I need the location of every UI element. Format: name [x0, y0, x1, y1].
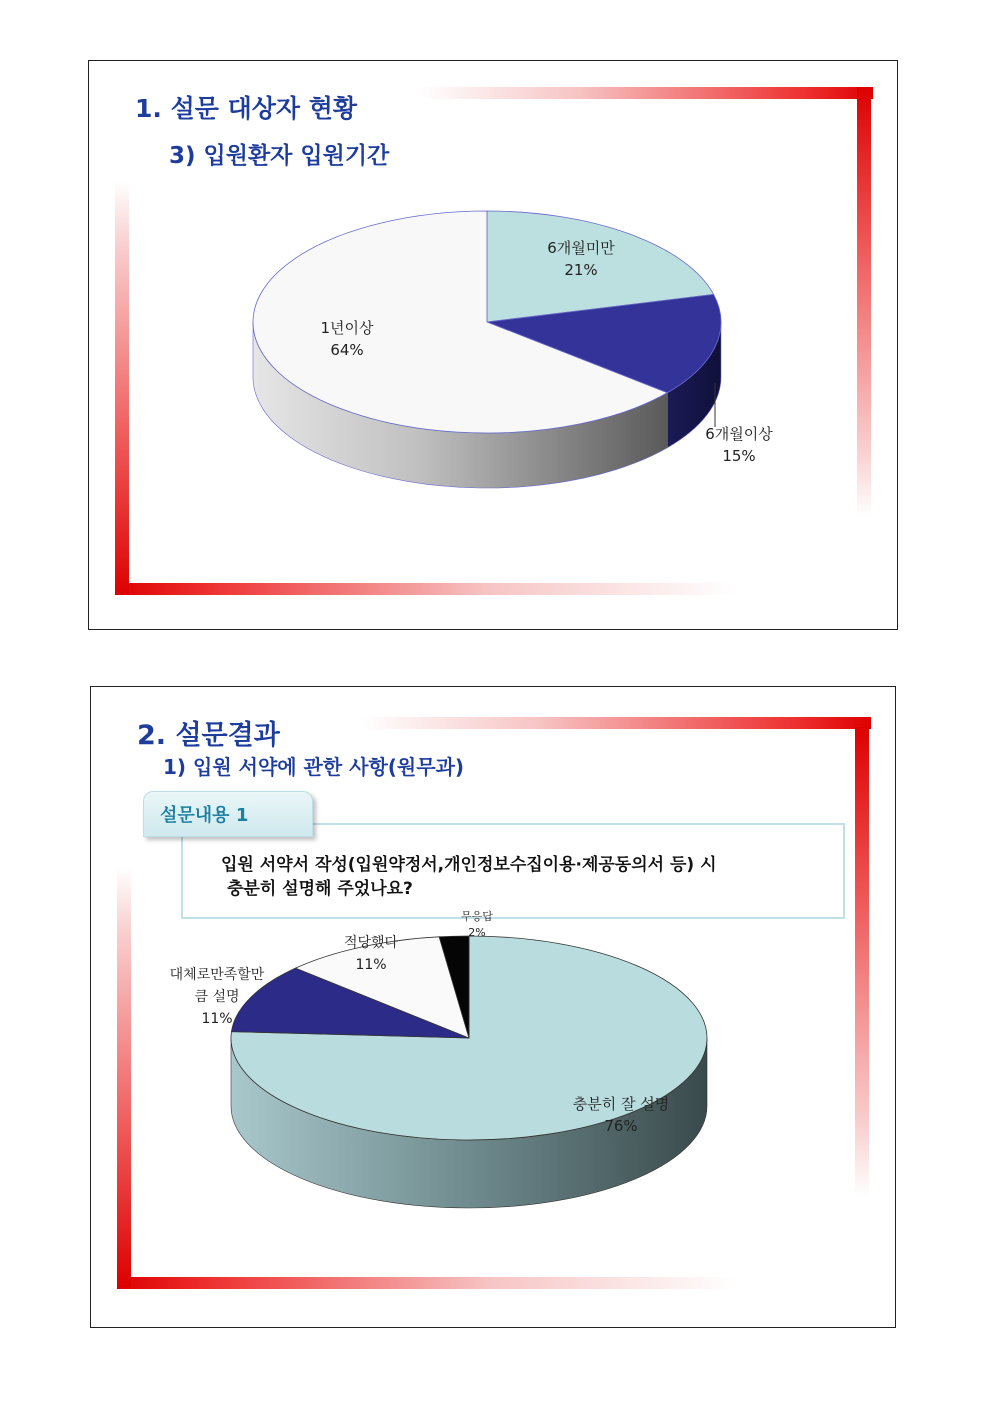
slice-category-label: 적당했다: [343, 935, 399, 951]
pie-chart-hospitalization-period: [89, 61, 898, 630]
slice-value-label: 11%: [355, 957, 387, 973]
slice-value-label: 11%: [201, 1011, 233, 1027]
slide-1: [88, 60, 898, 630]
slice-category-label: 무응답: [461, 910, 493, 923]
slice-value-label: 2%: [468, 926, 486, 939]
slice-value-label: 76%: [604, 1117, 638, 1135]
question-tab: 설문내용 1: [143, 791, 313, 837]
slice-category-label: 6개월미만: [547, 239, 615, 257]
slice-value-label: 21%: [564, 261, 598, 279]
pie-chart-consent-explanation: [91, 687, 896, 1328]
slice-category-label: 충분히 잘 설명: [572, 1095, 670, 1113]
section-subheading: 3) 입원환자 입원기간: [169, 143, 390, 169]
slice-value-label: 64%: [330, 341, 364, 359]
slice-category-label: 대체로만족할만: [169, 967, 265, 983]
section-heading: 1. 설문 대상자 현황: [135, 94, 358, 123]
section-heading: 2. 설문결과: [137, 720, 280, 751]
slide-2: [90, 686, 896, 1328]
section-subheading: 1) 입원 서약에 관한 사항(원무과): [163, 755, 465, 779]
question-line-1: 입원 서약서 작성(입원약정서,개인정보수집이용·제공동의서 등) 시: [221, 855, 717, 875]
slice-category-label: 1년이상: [320, 319, 374, 337]
slice-category-label: 큼 설명: [194, 989, 240, 1005]
slice-category-label: 6개월이상: [705, 425, 773, 443]
slice-value-label: 15%: [722, 447, 756, 465]
question-line-2: 충분히 설명해 주었나요?: [227, 879, 413, 899]
